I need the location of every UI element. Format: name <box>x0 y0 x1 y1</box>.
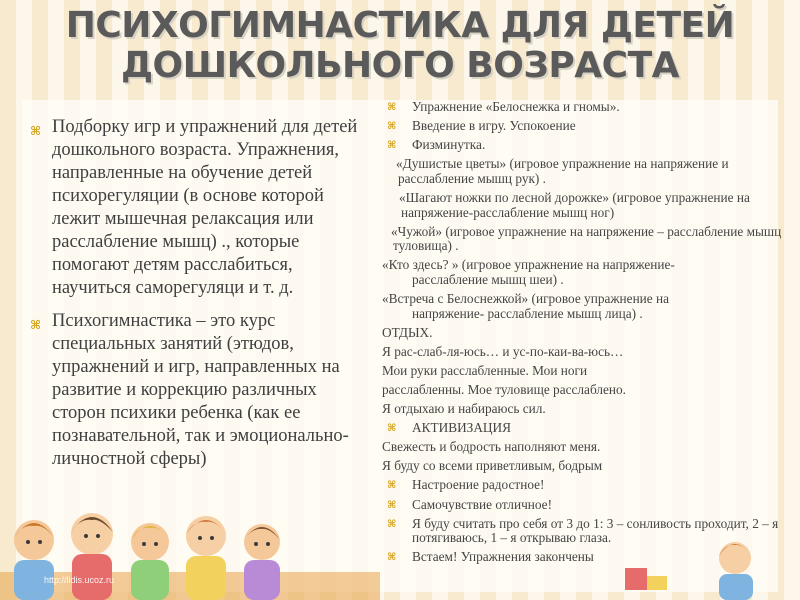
text-line: Я рас-слаб-ля-юсь… и ус-по-каи-ва-юсь… <box>382 343 624 359</box>
right-bullet-text: Встаем! Упражнения закончены <box>412 549 594 565</box>
paragraph-line: «Кто здесь? » (игровое упражнение на напряжение- <box>382 257 675 273</box>
text-line: ОТДЫХ. <box>382 324 433 340</box>
text-line: Я отдыхаю и набираюсь сил. <box>382 401 546 417</box>
left-bullet-item <box>30 310 368 471</box>
title-line-2: ДОШКОЛЬНОГО ВОЗРАСТА <box>120 45 680 86</box>
child-figure <box>0 513 380 600</box>
toy-figure <box>625 542 753 600</box>
right-column <box>382 100 782 569</box>
right-bullet-item <box>382 100 782 115</box>
right-bullet-text: Введение в игру. Успокоение <box>412 118 576 134</box>
x-mark-icon: ⌘ <box>387 102 397 113</box>
x-mark-icon: ⌘ <box>387 480 397 492</box>
right-bullet-text: Самочувствие отличное! <box>412 496 553 512</box>
site-watermark: http://lidis.ucoz.ru <box>44 575 115 585</box>
x-mark-icon: ⌘ <box>387 140 397 152</box>
right-bullet-item <box>382 498 782 513</box>
right-bullet-text: Упражнение «Белоснежка и гномы». <box>412 99 620 114</box>
exercise-paragraph <box>382 292 782 321</box>
x-mark-icon: ⌘ <box>30 318 42 332</box>
title-line-1: ПСИХОГИМНАСТИКА ДЛЯ ДЕТЕЙ <box>65 5 735 46</box>
slide-title <box>0 6 800 86</box>
x-mark-icon: ⌘ <box>387 499 397 511</box>
toys-illustration <box>585 528 785 600</box>
exercise-paragraph: «Душистые цветы» (игровое упражнение на напряжение и расслабление мышц рук) . <box>396 156 729 186</box>
right-bullet-text: Я буду считать про себя от 3 до 1: 3 – сонливость проходит, 2 – я потягиваюсь, 1 – я открываю глаза. <box>412 515 779 546</box>
exercise-paragraph: «Шагают ножки по лесной дорожке» (игровое упражнение на напряжение-расслабление мышц ног) <box>399 189 750 220</box>
right-bullet-item <box>382 478 782 493</box>
left-bullet-text: Подборку игр и упражнений для детей дошкольного возраста. Упражнения, направленные на обучение детей психорегуляции (в основе которой лежит мышечная релаксация или расслабление мышц) ., которые помогают детям расслабиться, научиться саморегуляци и т. д. <box>52 117 358 298</box>
right-bullet-item <box>382 421 782 436</box>
paragraph-continuation: расслабление мышц шеи) . <box>412 271 564 287</box>
text-line: Я буду со всеми приветливым, бодрым <box>382 458 603 474</box>
text-line: Мои руки расслабленные. Мои ноги <box>382 362 588 378</box>
paragraph-continuation: напряжение- расслабление мышц лица) . <box>412 305 643 321</box>
exercise-paragraph: «Чужой» (игровое упражнение на напряжение – расслабление мышц туловища) . <box>391 223 782 254</box>
left-bullet-text: Психогимнастика – это курс специальных занятий (этюдов, упражнений и игр, направленных на развитие и коррекцию различных сторон психики ребенка (как ее познавательной, так и эмоционально-личностной сферы) <box>52 311 349 469</box>
right-bullet-text: Настроение радостное! <box>412 477 545 493</box>
x-mark-icon: ⌘ <box>30 124 42 138</box>
text-line: расслабленны. Мое туловище расслаблено. <box>382 382 626 397</box>
x-mark-icon: ⌘ <box>387 121 397 133</box>
paragraph-line: «Встреча с Белоснежкой» (игровое упражнение на <box>382 291 670 307</box>
left-bullet-item <box>30 116 368 300</box>
children-illustration <box>0 502 380 600</box>
exercise-paragraph <box>382 258 782 287</box>
right-bullet-text: АКТИВИЗАЦИЯ <box>412 420 512 436</box>
right-bullet-item <box>382 119 782 134</box>
right-bullet-item <box>382 138 782 153</box>
x-mark-icon: ⌘ <box>387 423 397 435</box>
right-bullet-text: Физминутка. <box>412 137 486 153</box>
x-mark-icon: ⌘ <box>387 552 397 564</box>
x-mark-icon: ⌘ <box>387 518 397 530</box>
left-column <box>30 116 368 481</box>
text-line: Свежесть и бодрость наполняют меня. <box>382 439 601 455</box>
